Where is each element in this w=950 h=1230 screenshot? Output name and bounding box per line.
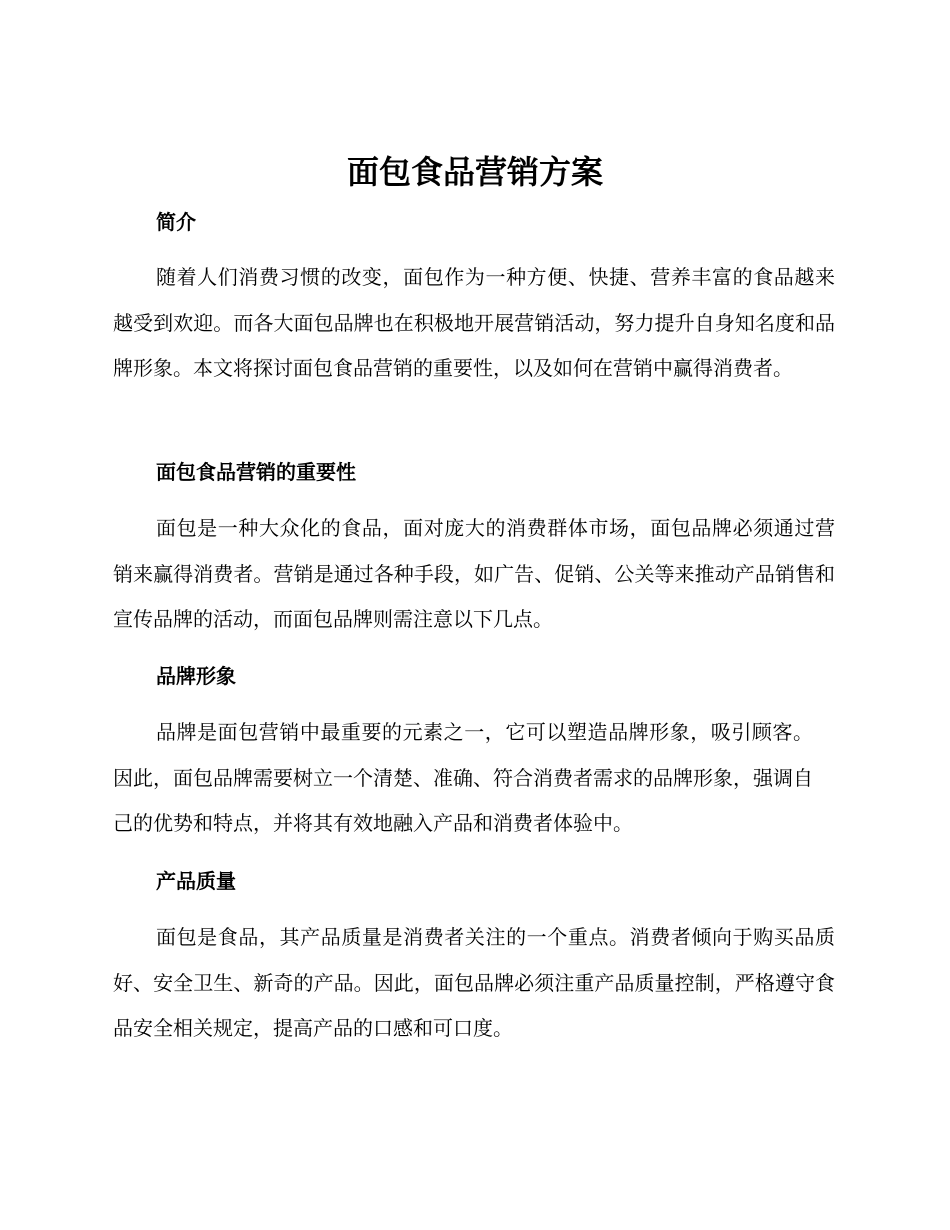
section-paragraph-brand-image: 品牌是面包营销中最重要的元素之一，它可以塑造品牌形象，吸引顾客。因此，面包品牌需要树立一个清楚、准确、符合消费者需求的品牌形象，强调自己的优势和特点，并将其有效地融入产品和消费者体验中。 <box>113 720 813 835</box>
section-paragraph-intro: 随着人们消费习惯的改变，面包作为一种方便、快捷、营养丰富的食品越来越受到欢迎。而各大面包品牌也在积极地开展营销活动，努力提升自身知名度和品牌形象。本文将探讨面包食品营销的重要性，以及如何在营销中赢得消费者。 <box>113 265 835 380</box>
section-heading-intro: 简介 <box>156 210 196 234</box>
section-paragraph-product-quality: 面包是食品，其产品质量是消费者关注的一个重点。消费者倾向于购买品质好、安全卫生、新奇的产品。因此，面包品牌必须注重产品质量控制，严格遵守食品安全相关规定，提高产品的口感和可口度。 <box>113 925 835 1040</box>
document-title: 面包食品营销方案 <box>346 153 603 191</box>
section-paragraph-importance: 面包是一种大众化的食品，面对庞大的消费群体市场，面包品牌必须通过营销来赢得消费者。营销是通过各种手段，如广告、促销、公关等来推动产品销售和宣传品牌的活动，而面包品牌则需注意以下几点。 <box>113 516 835 631</box>
section-heading-product-quality: 产品质量 <box>156 869 236 893</box>
section-heading-brand-image: 品牌形象 <box>156 664 236 688</box>
section-heading-importance: 面包食品营销的重要性 <box>156 460 356 484</box>
